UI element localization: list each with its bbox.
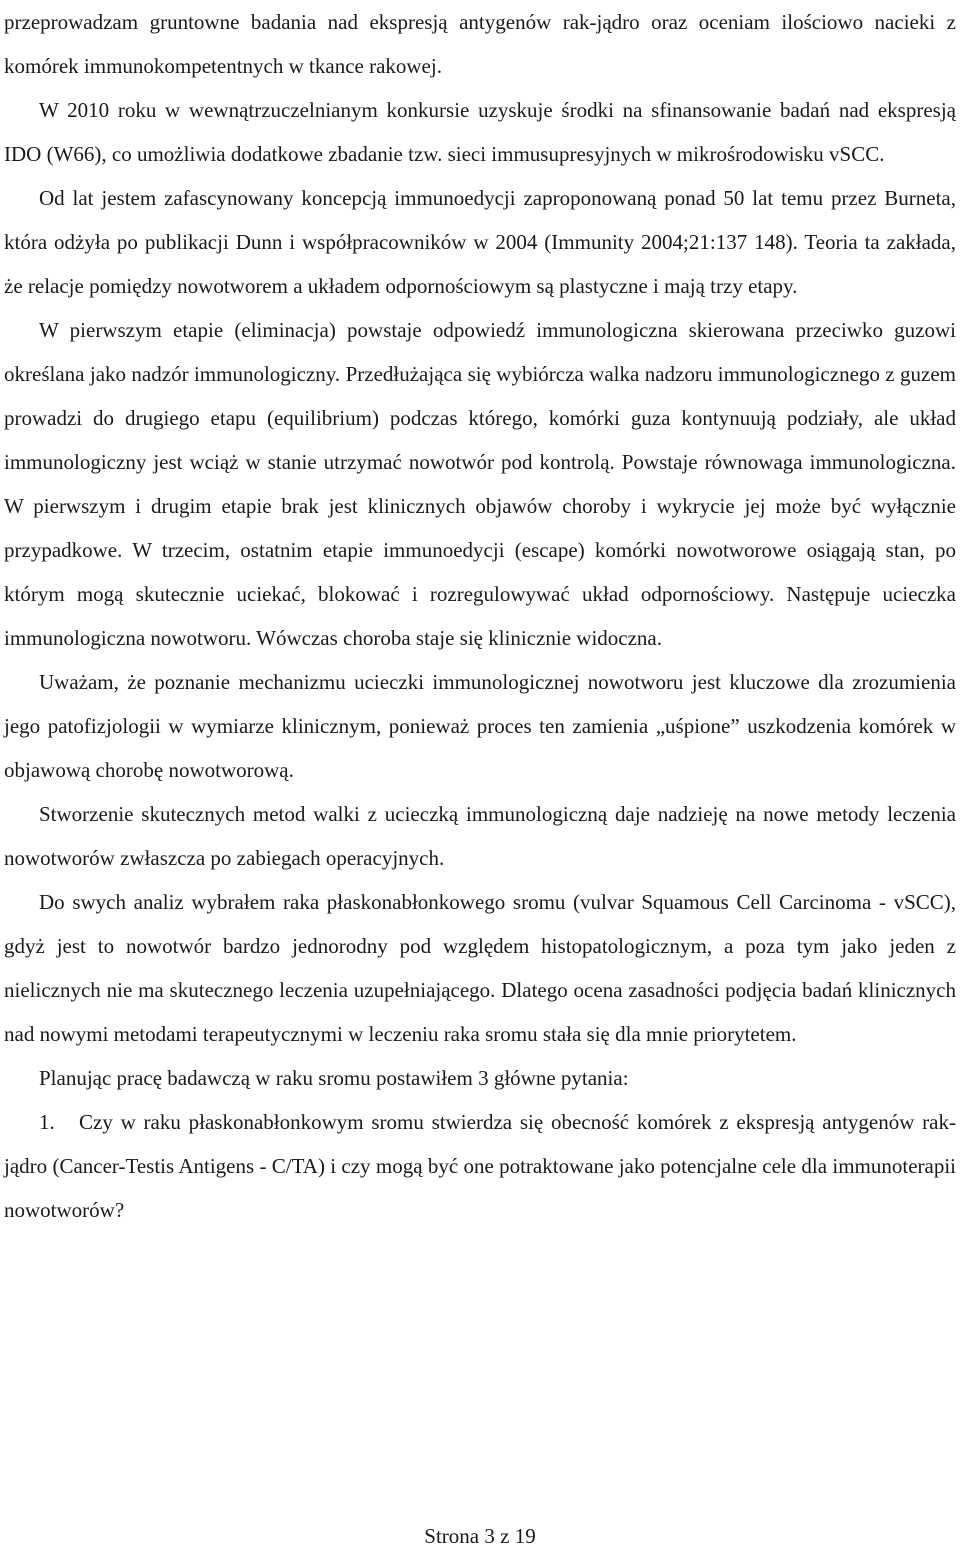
paragraph-immunoediting-concept: Od lat jestem zafascynowany koncepcją immunoedycji zaproponowaną ponad 50 lat temu przez Burneta, która odżyła po publikacji Dunn i współpracowników w 2004 (Immunity 2004;21:137 148). Teoria ta zakłada, że relacje pomiędzy nowotworem a układem odpornościowym są plastyczne i mają trzy etapy. xyxy=(4,186,956,298)
paragraph-continuation: przeprowadzam gruntowne badania nad ekspresją antygenów rak-jądro oraz oceniam ilościowo nacieki z komórek immunokompetentnych w tkance rakowej. xyxy=(4,10,956,78)
paragraph-vscc-choice: Do swych analiz wybrałem raka płaskonabłonkowego sromu (vulvar Squamous Cell Carcinoma - vSCC), gdyż jest to nowotwór bardzo jednorodny pod względem histopatologicznym, a poza tym jako jeden z nielicznych nie ma skutecznego leczenia uzupełniającego. Dlatego ocena zasadności podjęcia badań klinicznych nad nowymi metodami terapeutycznymi w leczeniu raka sromu stała się dla mnie priorytetem. xyxy=(4,890,956,1046)
list-item xyxy=(4,1100,956,1232)
document-page xyxy=(4,0,956,1232)
paragraph-escape-mechanism: Uważam, że poznanie mechanizmu ucieczki immunologicznej nowotworu jest kluczowe dla zrozumienia jego patofizjologii w wymiarze klinicznym, ponieważ proces ten zamienia „uśpione” uszkodzenia komórek w objawową chorobę nowotworową. xyxy=(4,670,956,782)
page-footer: Strona 3 z 19 xyxy=(424,1524,536,1548)
list-item-text: Czy w raku płaskonabłonkowym sromu stwierdza się obecność komórek z ekspresją antygenów rak-jądro (Cancer-Testis Antigens - C/TA) i czy mogą być one potraktowane jako potencjalne cele dla immunoterapii nowotworów? xyxy=(4,1110,956,1222)
paragraph-funding: W 2010 roku w wewnątrzuczelnianym konkursie uzyskuje środki na sfinansowanie badań nad ekspresją IDO (W66), co umożliwia dodatkowe zbadanie tzw. sieci immusupresyjnych w mikrośrodowisku vSCC. xyxy=(4,98,956,166)
paragraph-immunoediting-stages: W pierwszym etapie (eliminacja) powstaje odpowiedź immunologiczna skierowana przeciwko guzowi określana jako nadzór immunologiczny. Przedłużająca się wybiórcza walka nadzoru immunologicznego z guzem prowadzi do drugiego etapu (equilibrium) podczas którego, komórki guza kontynuują podziały, ale układ immunologiczny jest wciąż w stanie utrzymać nowotwór pod kontrolą. Powstaje równowaga immunologiczna. W pierwszym i drugim etapie brak jest klinicznych objawów choroby i wykrycie jej może być wyłącznie przypadkowe. W trzecim, ostatnim etapie immunoedycji (escape) komórki nowotworowe osiągają stan, po którym mogą skutecznie uciekać, blokować i rozregulowywać układ odpornościowy. Następuje ucieczka immunologiczna nowotworu. Wówczas choroba staje się klinicznie widoczna. xyxy=(4,318,956,650)
paragraph-research-questions-intro: Planując pracę badawczą w raku sromu postawiłem 3 główne pytania: xyxy=(39,1066,629,1090)
list-item-number: 1. xyxy=(39,1110,55,1134)
paragraph-new-methods: Stworzenie skutecznych metod walki z ucieczką immunologiczną daje nadzieję na nowe metody leczenia nowotworów zwłaszcza po zabiegach operacyjnych. xyxy=(4,802,956,870)
